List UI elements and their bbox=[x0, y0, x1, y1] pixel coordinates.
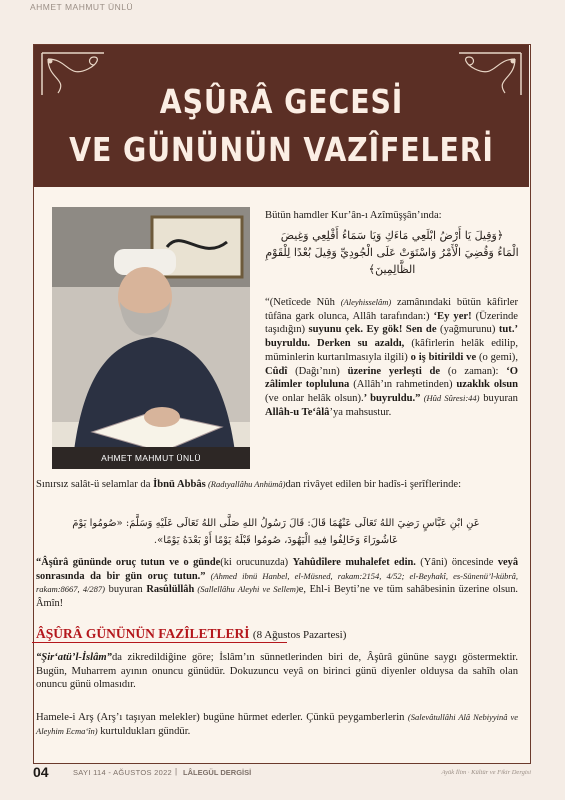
heading-underline bbox=[32, 642, 287, 643]
text: Sınırsız salât-ü selamlar da bbox=[36, 479, 154, 490]
text: zamânındaki bütün kâfirler tûfâna gark olunca, Allâh tarafından:) bbox=[265, 297, 519, 322]
page-title-line2: VE GÜNÜNÜN VAZÎFELERİ bbox=[69, 130, 494, 169]
text: (Allâh’ın rahmetinden) bbox=[349, 379, 457, 391]
text: ’ buyruldu.” bbox=[363, 392, 421, 404]
virtues-paragraph bbox=[36, 651, 518, 692]
text: (Yâni) öncesinde bbox=[415, 557, 498, 568]
text: (Salevâtullâhi Alâ Nebiyyinâ ve Aleyhim Ecma‘în) bbox=[36, 712, 519, 736]
text: uzaklık olsun bbox=[456, 379, 519, 391]
title-banner bbox=[34, 45, 529, 187]
page-number: 04 bbox=[33, 764, 49, 780]
text: (Aleyhisselâm) bbox=[340, 297, 392, 307]
author-photo bbox=[52, 207, 250, 469]
text: ‘Ey yer! bbox=[433, 310, 472, 322]
intro-text: Bütün hamdler Kur’ân-ı Azîmüşşân’ında: bbox=[265, 210, 442, 221]
hadith-intro bbox=[36, 478, 518, 492]
text: Allâh-u Te‘âlâ bbox=[265, 406, 330, 418]
text: “(Netîcede Nûh bbox=[265, 297, 341, 308]
text: “Şir‘atü’l-İslâm” bbox=[36, 652, 112, 663]
text: (Ahmed ibnü Hanbel, el-Müsned, rakam:2154, 4/52; el-Beyhakî, es-Sünenü’l-kübrâ, rakam:8667, 4/287) bbox=[36, 570, 518, 595]
text: Hamele-i Arş (Arş’ı taşıyan melekler) bugüne hürmet ederler. Çünkü peygamberlerin bbox=[36, 712, 408, 723]
text: dan rivâyet edilen bir hadîs-i şerîflerinde: bbox=[285, 479, 462, 490]
text: ‘O zâlimler topluluna bbox=[265, 365, 518, 391]
text: üzerine yerleşti de bbox=[347, 365, 441, 377]
text: (yağmurunu) bbox=[436, 324, 499, 336]
hadith-translation bbox=[36, 556, 518, 611]
issue-label: SAYI 114 - AĞUSTOS 2022 bbox=[73, 768, 173, 777]
text: ’ya mahsustur. bbox=[329, 406, 392, 418]
text: tut.’ buyruldu. Derken su azaldı, bbox=[265, 324, 518, 350]
text: (Radıyallâhu Anhümâ) bbox=[205, 479, 286, 489]
running-author: AHMET MAHMUT ÜNLÜ bbox=[30, 2, 134, 12]
text: e, Ehl-i Beyti’ne ve tüm sahâbesinin üzerine olsun. Âmîn! bbox=[36, 584, 518, 610]
text: İbnü Abbâs bbox=[153, 479, 206, 490]
section-heading bbox=[36, 626, 346, 642]
arsh-paragraph bbox=[36, 711, 518, 738]
text: (ve onlar helâk olsun). bbox=[265, 392, 364, 404]
section-heading-text: ÂŞÛRÂ GÜNÜNÜN FAZÎLETLERİ bbox=[36, 626, 250, 641]
text: (ki orucunuzda) bbox=[220, 557, 293, 568]
section-heading-date: (8 Ağustos Pazartesi) bbox=[252, 629, 347, 641]
footer-separator: | bbox=[175, 767, 178, 776]
text: buyuran bbox=[479, 392, 518, 404]
text: suyunu çek. Ey gök! Sen de bbox=[308, 324, 437, 336]
arabic-hadith-line2: عَاشُورَاءَ وَخَالِفُوا فِيهِ الْيَهُودَ، صُومُوا قَبْلَهُ يَوْمًا أَوْ بَعْدَهُ يَوْمًا». bbox=[153, 535, 399, 546]
text: (Hûd Sûresi:44) bbox=[420, 392, 480, 403]
page-footer bbox=[0, 764, 565, 784]
text: (Sallellâhu Aleyhi ve Sellem) bbox=[194, 584, 299, 595]
text: Rasûlüllâh bbox=[146, 584, 195, 596]
text: (Üzerinde taşıdığın) bbox=[265, 310, 518, 336]
verse-translation bbox=[265, 296, 518, 419]
magazine-name: LÂLEGÜL DERGİSİ bbox=[183, 768, 252, 777]
text: (o zaman): bbox=[440, 365, 507, 377]
text: (o gemi), bbox=[476, 351, 518, 363]
photo-caption: AHMET MAHMUT ÜNLÜ bbox=[52, 447, 250, 469]
page-title-line1: AŞÛRÂ GECESİ bbox=[159, 82, 404, 121]
arabic-hadith-line1: عَنِ ابْنِ عَبَّاسٍ رَضِيَ اللهُ تَعَالَى عَنْهُمَا قَالَ: قَالَ رَسُولُ اللهِ صَلَّى اللهُ تَعَالَى عَلَيْهِ وَسَلَّمَ: «صُومُوا يَوْمَ bbox=[72, 518, 480, 529]
arabic-verse-line3: الظَّالِمِينَ﴾ bbox=[368, 263, 416, 276]
text: kurtuldukları gündür. bbox=[97, 725, 191, 737]
magazine-tagline: Ayük İlim · Kültür ve Fikir Dergisi bbox=[441, 769, 531, 776]
text: Cûdî bbox=[265, 365, 288, 377]
text: Yahûdîlere muhalefet edin. bbox=[292, 557, 416, 568]
text: da zikredildiğine göre; İslâm’ın sünnetlerinden biri de, Âşûrâ gününe saygı göstermektir. Bugün, Muharrem ayının onuncu günüdür. Dokuzuncu veyâ on birinci günü diyenler olduysa da sahîh olan onuncu günü olmasıdır. bbox=[36, 652, 518, 691]
arabic-verse-line1: ﴿وَقِيلَ يَا أَرْضُ ابْلَعِي مَاءَكِ وَيَا سَمَاءُ أَقْلِعِي وَغِيضَ bbox=[280, 229, 504, 242]
text: buyuran bbox=[105, 584, 147, 596]
reading-man-image bbox=[52, 207, 250, 469]
text: (Dağı’nın) bbox=[287, 365, 348, 377]
text: veyâ sonrasında da bir gün oruç tutun.” bbox=[36, 557, 519, 582]
text: “Âşûrâ gününde oruç tutun ve o günde bbox=[36, 557, 221, 568]
text: o iş bitirildi ve bbox=[410, 351, 477, 363]
arabic-verse-line2: الْمَاءُ وَقُضِيَ الْأَمْرُ وَاسْتَوَتْ عَلَى الْجُودِيِّ وَقِيلَ بُعْدًا لِلْقَوْمِ bbox=[265, 246, 519, 259]
text: (kâfirlerin helâk edilip, müminlerin kurtarılmasıyla ilgili) bbox=[265, 338, 518, 363]
